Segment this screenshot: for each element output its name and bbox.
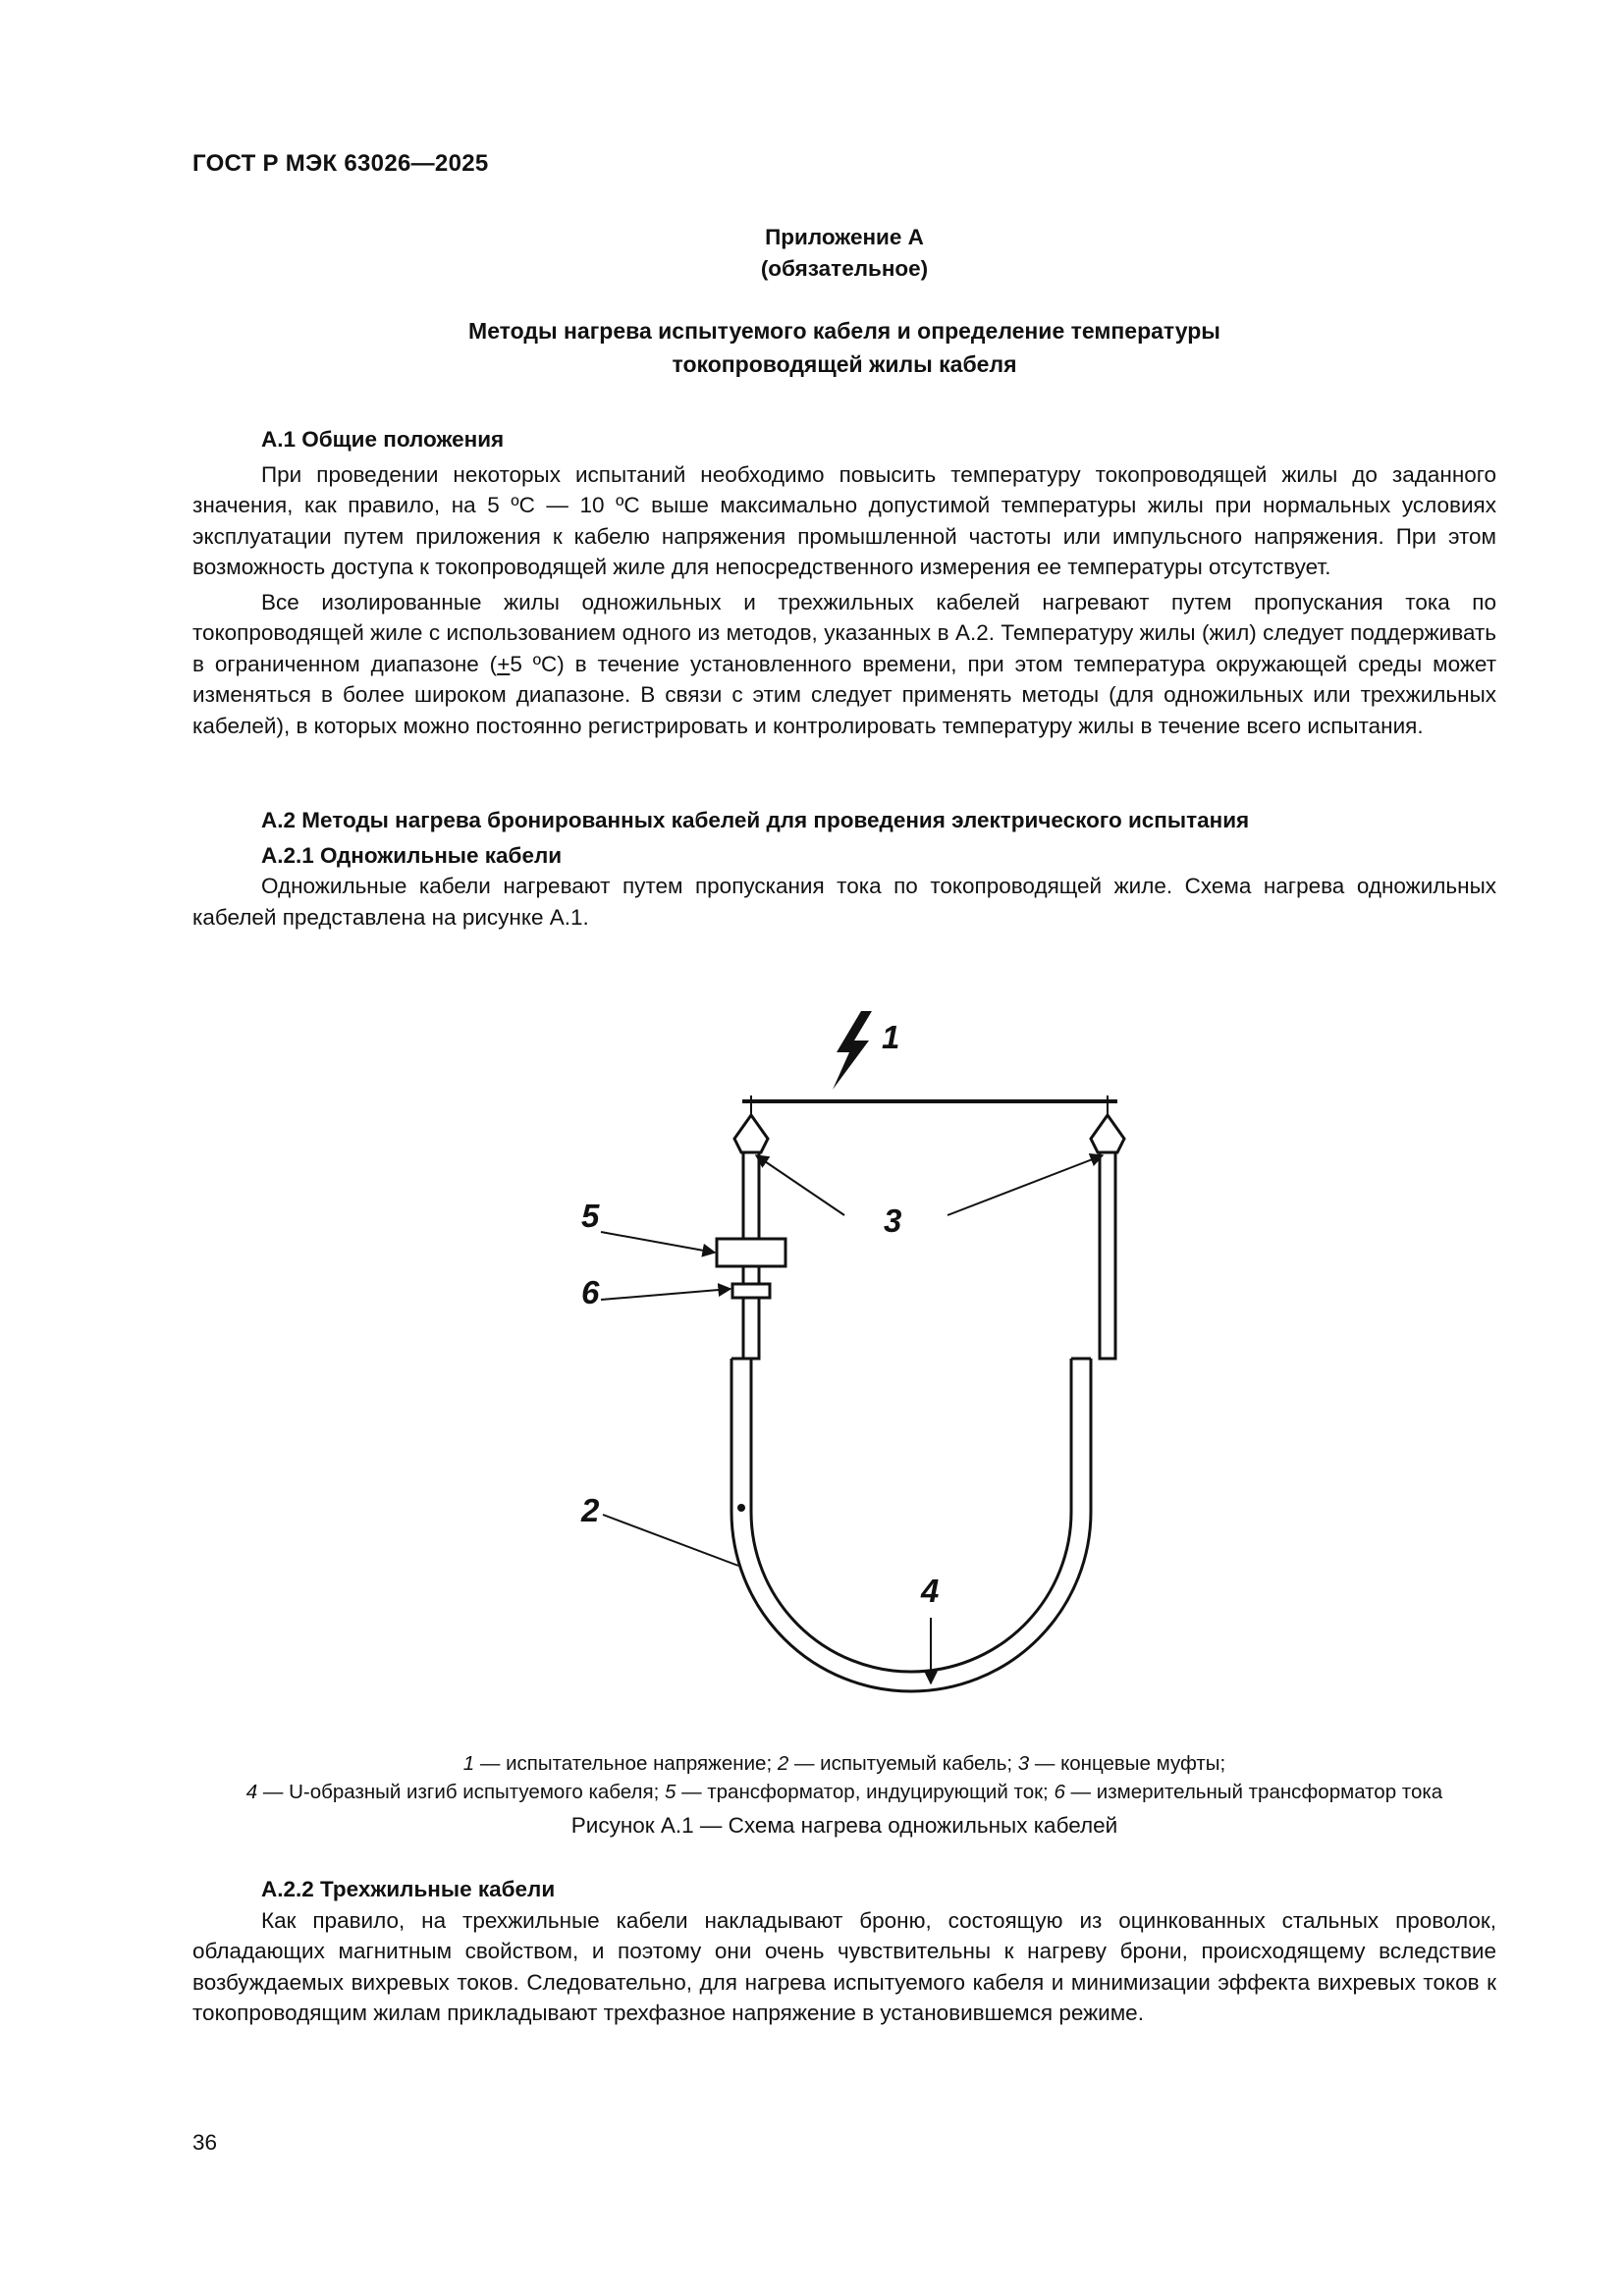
label-5: 5 [581, 1198, 600, 1234]
section-a2-heading: А.2 Методы нагрева бронированных кабелей для проведения электрического испытания [261, 808, 1250, 832]
inducing-transformer [717, 1239, 785, 1266]
test-cable-u-bend [731, 1359, 1091, 1691]
section-a1-para2: Все изолированные жилы одножильных и трехжильных кабелей нагревают путем пропускания тока по токопроводящей жиле с использованием одного из методов, указанных в А.2. Температуру жилы (жил) следует поддерживать в ограниченном диапазоне (+5 ºС) в течение установленного времени, при этом температура окружающей среды может изменяться в более широком диапазоне. В связи с этим следует применять методы (для одножильных или трехжильных кабелей), в которых можно постоянно регистрировать и контролировать температуру жилы в течение всего испытания. [192, 589, 1496, 738]
plus-minus-sign: + [497, 651, 511, 676]
measuring-transformer [732, 1284, 770, 1298]
section-a1-para1: При проведении некоторых испытаний необходимо повысить температуру токопроводящей жилы до заданного значения, как правило, на 5 ºС — 10 ºС выше максимально допустимой температуры жилы при нормальных условиях эксплуатации путем приложения к кабелю напряжения промышленной частоты или импульсного напряжения. При этом возможность доступа к токопроводящей жиле для непосредственного измерения ее температуры отсутствует. [192, 461, 1496, 579]
section-a22-para: Как правило, на трехжильные кабели накладывают броню, состоящую из оцинкованных стальных проволок, обладающих магнитным свойством, и поэтому они очень чувствительны к нагреву брони, происходящему вследствие возбуждаемых вихревых токов. Следовательно, для нагрева испытуемого кабеля и минимизации эффекта вихревых токов к токопроводящим жилам прикладывают трехфазное напряжение в установившемся режиме. [192, 1907, 1496, 2025]
label-4: 4 [921, 1573, 940, 1609]
section-a1 [192, 424, 1496, 741]
left-termination [734, 1101, 768, 1241]
label-6: 6 [581, 1274, 600, 1310]
annex-title: Приложение А [765, 225, 924, 249]
figure-legend [192, 1749, 1496, 1806]
section-a1-heading: А.1 Общие положения [261, 427, 505, 452]
section-a21-para: Одножильные кабели нагревают путем пропускания тока по токопроводящей жиле. Схема нагрева одножильных кабелей представлена на рисунке А.1. [192, 874, 1496, 930]
label-3: 3 [884, 1202, 902, 1239]
right-termination [1091, 1101, 1124, 1359]
section-a22-heading: А.2.2 Трехжильные кабели [261, 1877, 556, 1901]
page-number: 36 [192, 2130, 218, 2155]
document-id: ГОСТ Р МЭК 63026—2025 [192, 150, 489, 177]
lightning-bolt-icon [833, 1011, 872, 1090]
figure-caption: Рисунок А.1 — Схема нагрева одножильных кабелей [570, 1813, 1118, 1838]
legend-line2: 4 — U-образный изгиб испытуемого кабеля; 5 — трансформатор, индуцирующий ток; 6 — измерительный трансформатор тока [245, 1781, 1443, 1803]
annex-heading [192, 314, 1496, 381]
label-1: 1 [882, 1019, 900, 1055]
annex-heading-line2: токопроводящей жилы кабеля [672, 351, 1017, 377]
annex-title-block [192, 222, 1496, 285]
section-a21-heading: А.2.1 Одножильные кабели [261, 842, 563, 868]
label-2: 2 [581, 1492, 600, 1528]
cable-heating-diagram [511, 982, 1218, 1728]
legend-line1: 1 — испытательное напряжение; 2 — испытуемый кабель; 3 — концевые муфты; [462, 1752, 1226, 1775]
figure-a1-diagram [511, 982, 1218, 1728]
annex-status: (обязательное) [760, 256, 929, 281]
section-a2 [192, 805, 1496, 933]
section-a22 [192, 1874, 1496, 2029]
annex-heading-line1: Методы нагрева испытуемого кабеля и определение температуры [468, 318, 1220, 344]
